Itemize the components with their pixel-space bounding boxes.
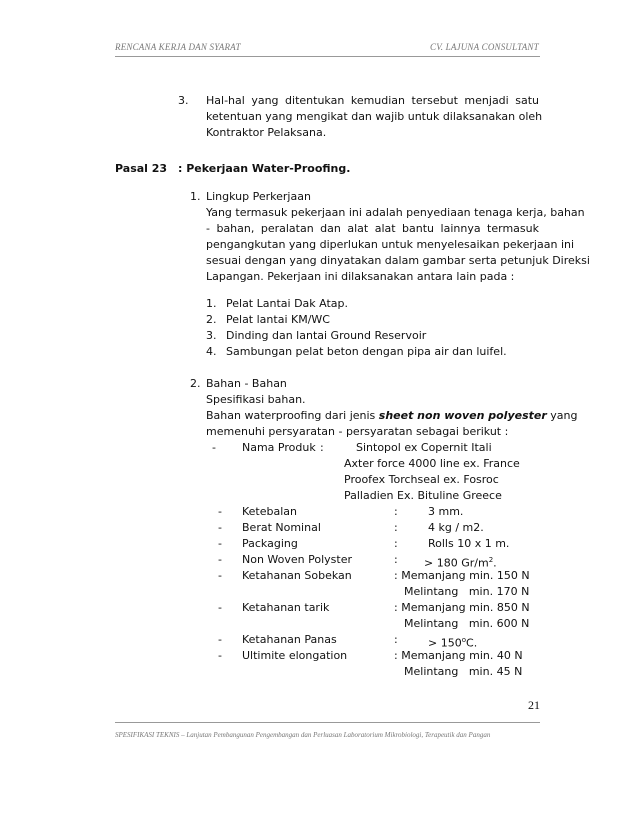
spec-value: Melintang min. 45 N: [404, 665, 523, 678]
spec-colon: :: [394, 505, 398, 518]
spec-dash: -: [218, 505, 222, 518]
spec-colon: :: [394, 521, 398, 534]
spec-label: Ketahanan Panas: [242, 633, 337, 646]
paragraph: [206, 93, 543, 141]
spec-label: Ultimite elongation: [242, 649, 348, 662]
value-tail: .: [493, 556, 497, 570]
spec-colon: :: [394, 633, 398, 646]
list-item-number: 2.: [206, 313, 217, 326]
spec-colon: :: [320, 441, 324, 454]
spec-value: Melintang min. 600 N: [404, 617, 530, 630]
spec-label: Berat Nominal: [242, 521, 321, 534]
spec-label: Ketahanan tarik: [242, 601, 330, 614]
value-text: > 180 Gr/m: [424, 556, 489, 570]
paragraph-line: Kontraktor Pelaksana.: [206, 126, 327, 139]
header-right: CV. LAJUNA CONSULTANT: [430, 42, 539, 52]
section-number: 2.: [190, 377, 201, 390]
list-item: Pelat Lantai Dak Atap.: [226, 297, 349, 310]
emphasis-text: sheet non woven polyester: [378, 409, 547, 422]
pasal-title: : Pekerjaan Water-Proofing.: [178, 162, 351, 175]
header-divider: [115, 56, 540, 57]
paragraph-line: - bahan, peralatan dan alat alat bantu lainnya termasuk: [206, 222, 539, 235]
line-text: Bahan waterproofing dari jenis: [206, 409, 379, 422]
line-text: yang: [546, 409, 578, 422]
list-item-number: 4.: [206, 345, 217, 358]
list-item: Pelat lantai KM/WC: [226, 313, 330, 326]
superscript: 2: [488, 556, 494, 564]
spec-label: Ketebalan: [242, 505, 298, 518]
spec-dash: -: [218, 601, 222, 614]
spec-dash: -: [218, 537, 222, 550]
spec-label: Non Woven Polyster: [242, 553, 353, 566]
value-tail: C.: [466, 636, 478, 650]
spec-dash: -: [218, 553, 222, 566]
paragraph-line: ketentuan yang mengikat dan wajib untuk dilaksanakan oleh: [206, 110, 543, 123]
spec-colon: :: [394, 537, 398, 550]
spec-value: 4 kg / m2.: [428, 521, 484, 534]
spec-label: Packaging: [242, 537, 298, 550]
footer-divider: [115, 722, 540, 723]
spec-dash: -: [218, 649, 222, 662]
section-heading: Bahan - Bahan: [206, 377, 287, 390]
paragraph-line: memenuhi persyaratan - persyaratan sebagai berikut :: [206, 425, 509, 438]
value-text: > 150: [428, 636, 462, 650]
spec-value: Rolls 10 x 1 m.: [428, 537, 510, 550]
footer-text: SPESIFIKASI TEKNIS – Lanjutan Pembangunan Pengembangan dan Perluasan Laboratorium Mikrobiologi, Terapeutik dan Pangan: [115, 731, 491, 739]
section-number: 1.: [190, 190, 201, 203]
paragraph-line: Lapangan. Pekerjaan ini dilaksanakan antara lain pada :: [206, 270, 515, 283]
spec-label: Ketahanan Sobekan: [242, 569, 352, 582]
spec-value: Palladien Ex. Bituline Greece: [344, 489, 502, 502]
spec-value: Sintopol ex Copernit Itali: [356, 441, 492, 454]
spec-value: 3 mm.: [428, 505, 464, 518]
list-item: Dinding dan lantai Ground Reservoir: [226, 329, 427, 342]
pasal-label: Pasal 23: [115, 162, 168, 175]
section-heading: Lingkup Perkerjaan: [206, 190, 311, 203]
subheading: Spesifikasi bahan.: [206, 393, 306, 406]
paragraph: [206, 205, 590, 285]
header-left: RENCANA KERJA DAN SYARAT: [115, 42, 241, 52]
item-number: 3.: [178, 94, 189, 107]
page-number: 21: [528, 698, 540, 712]
paragraph: [206, 408, 578, 440]
spec-value: Axter force 4000 line ex. France: [344, 457, 520, 470]
list-item: Sambungan pelat beton dengan pipa air dan luifel.: [226, 345, 507, 358]
spec-value: : Memanjang min. 850 N: [394, 601, 530, 614]
spec-value: : Memanjang min. 150 N: [394, 569, 530, 582]
paragraph-line: pengangkutan yang diperlukan untuk menyelesaikan pekerjaan ini: [206, 238, 575, 251]
paragraph-line: Hal-hal yang ditentukan kemudian tersebut menjadi satu: [206, 94, 539, 107]
spec-colon: :: [394, 553, 398, 566]
paragraph-line: sesuai dengan yang dinyatakan dalam gambar serta petunjuk Direksi: [206, 254, 590, 267]
spec-value: Proofex Torchseal ex. Fosroc: [344, 473, 499, 486]
spec-dash: -: [218, 633, 222, 646]
spec-dash: -: [218, 521, 222, 534]
list-item-number: 1.: [206, 297, 217, 310]
paragraph-line: [206, 408, 578, 424]
spec-dash: -: [212, 441, 216, 454]
spec-label: Nama Produk: [242, 441, 316, 454]
paragraph-line: Yang termasuk pekerjaan ini adalah penyediaan tenaga kerja, bahan: [206, 206, 585, 219]
spec-dash: -: [218, 569, 222, 582]
list-item-number: 3.: [206, 329, 217, 342]
superscript: o: [461, 636, 467, 644]
spec-value: Melintang min. 170 N: [404, 585, 530, 598]
spec-value: : Memanjang min. 40 N: [394, 649, 523, 662]
